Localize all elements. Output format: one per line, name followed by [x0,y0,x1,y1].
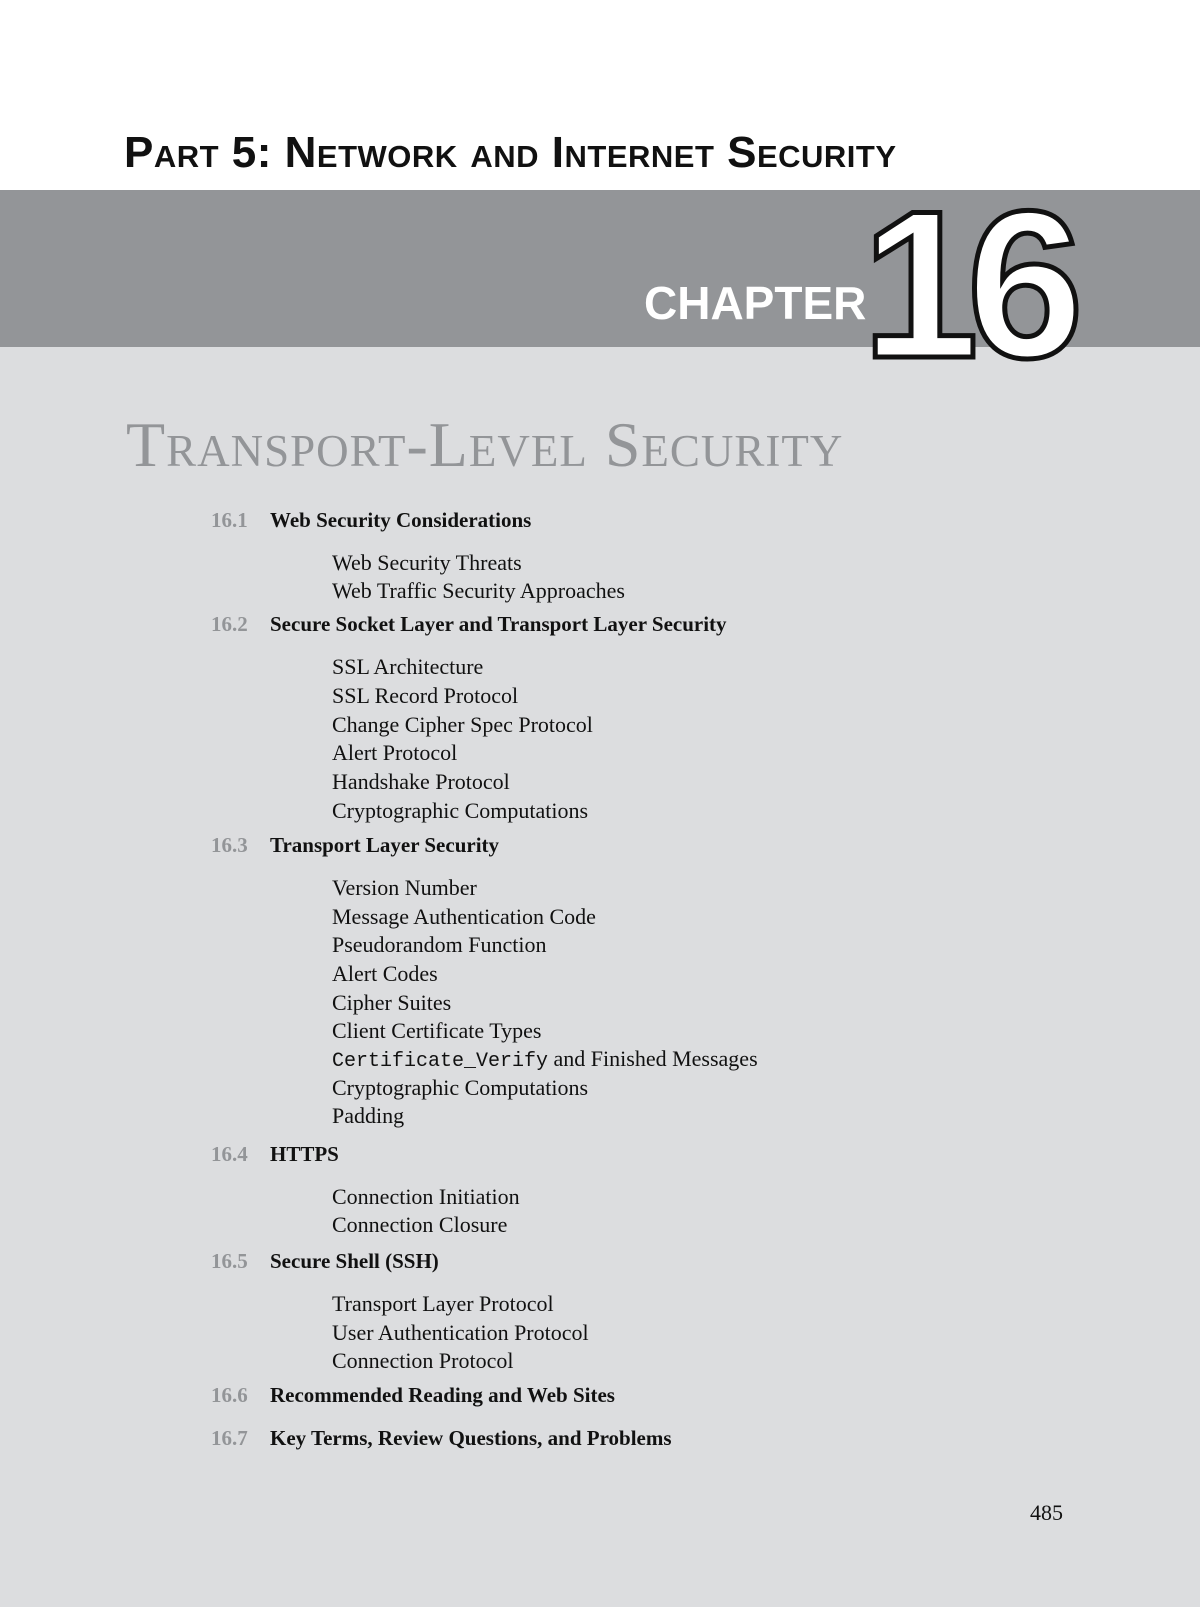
toc-subsection: Message Authentication Code [332,904,596,929]
section-title: Web Security Considerations [270,508,532,532]
toc-subsection: Version Number [332,875,477,900]
section-number: 16.1 [211,508,248,532]
code-term: Certificate_Verify [332,1050,549,1073]
subsection-text: and Finished Messages [548,1046,758,1071]
section-number: 16.5 [211,1249,248,1273]
section-number: 16.4 [211,1142,248,1166]
toc-subsection: Connection Protocol [332,1348,514,1373]
chapter-number: 16 [862,167,1072,402]
content-background [0,347,1200,1607]
toc-subsection: User Authentication Protocol [332,1320,589,1345]
toc-subsection: Cipher Suites [332,990,452,1015]
toc-subsection: SSL Record Protocol [332,683,519,708]
toc-subsection: Alert Protocol [332,740,458,765]
section-number: 16.7 [211,1426,248,1450]
toc-subsection: Transport Layer Protocol [332,1291,554,1316]
toc-subsection: Client Certificate Types [332,1018,542,1043]
section-title: Recommended Reading and Web Sites [270,1383,615,1407]
toc-subsection: Padding [332,1103,405,1128]
section-title: Transport Layer Security [270,833,500,857]
chapter-title: Transport-Level Security [126,409,844,480]
page-number: 485 [1030,1500,1063,1525]
toc-subsection: Cryptographic Computations [332,798,589,823]
part-title: Part 5: Network and Internet Security [124,128,897,177]
bottom-margin [0,1607,1200,1622]
section-number: 16.2 [211,612,248,636]
toc-subsection: Connection Closure [332,1212,508,1237]
section-number: 16.6 [211,1383,248,1407]
toc-subsection: Web Security Threats [332,550,522,575]
toc-subsection: Handshake Protocol [332,769,510,794]
toc-subsection: Change Cipher Spec Protocol [332,712,593,737]
toc-subsection: Web Traffic Security Approaches [332,578,625,603]
toc-subsection-certificate-verify [332,1046,758,1073]
section-title: Secure Shell (SSH) [270,1249,439,1273]
toc-subsection: SSL Architecture [332,654,484,679]
section-number: 16.3 [211,833,248,857]
section-title: HTTPS [270,1142,339,1166]
toc-subsection: Cryptographic Computations [332,1075,589,1100]
toc-subsection: Connection Initiation [332,1184,520,1209]
section-title: Secure Socket Layer and Transport Layer Security [270,612,727,636]
toc-subsection: Alert Codes [332,961,438,986]
chapter-label: CHAPTER [644,277,867,329]
toc-subsection: Pseudorandom Function [332,932,547,957]
section-title: Key Terms, Review Questions, and Problems [270,1426,672,1450]
